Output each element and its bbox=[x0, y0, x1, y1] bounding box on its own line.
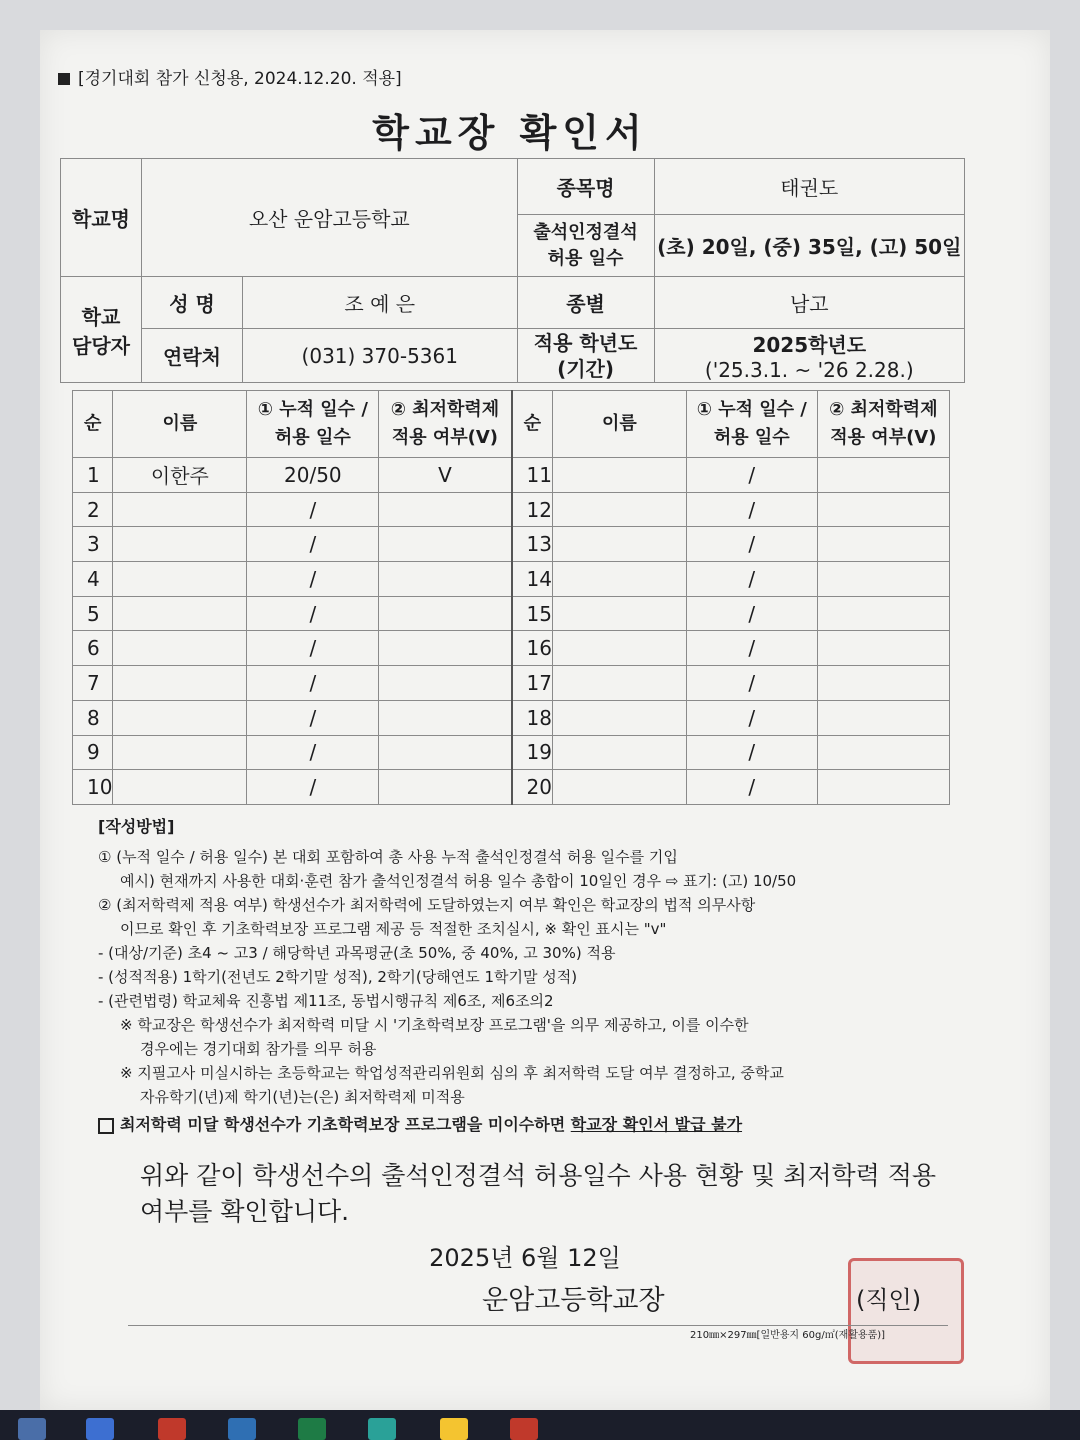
row-days: / bbox=[686, 458, 817, 493]
instruction-line: 경우에는 경기대회 참가를 의무 허용 bbox=[140, 1040, 377, 1058]
row-days: / bbox=[686, 666, 817, 701]
instruction-line: - (대상/기준) 초4 ~ 고3 / 해당학년 과목평균(초 50%, 중 40%, 고 30%) 적용 bbox=[98, 944, 616, 962]
app-icon[interactable] bbox=[158, 1418, 186, 1440]
seal-label: (직인) bbox=[856, 1286, 922, 1314]
row-number: 5 bbox=[73, 596, 113, 631]
row-name bbox=[553, 631, 687, 666]
row-check bbox=[379, 596, 512, 631]
row-days: 20/50 bbox=[247, 458, 379, 493]
instruction-line: ② (최저학력제 적용 여부) 학생선수가 최저학력에 도달하였는지 여부 확인은 학교장의 법적 의무사항 bbox=[98, 896, 756, 914]
row-name bbox=[113, 562, 247, 597]
row-days: / bbox=[247, 562, 379, 597]
name-label: 성 명 bbox=[142, 277, 243, 329]
row-check bbox=[379, 700, 512, 735]
row-check bbox=[817, 735, 949, 770]
issue-date: 2025년 6월 12일 bbox=[429, 1244, 621, 1272]
instruction-line: - (성적적용) 1학기(전년도 2학기말 성적), 2학기(당해연도 1학기말 성적) bbox=[98, 968, 578, 986]
grid-header-check: ② 최저학력제 적용 여부(V) bbox=[379, 391, 512, 458]
table-row bbox=[73, 770, 950, 805]
row-number: 19 bbox=[512, 735, 553, 770]
contact-label: 연락처 bbox=[142, 329, 243, 383]
row-check bbox=[817, 700, 949, 735]
browser-icon[interactable] bbox=[368, 1418, 396, 1440]
checkbox-square-icon bbox=[98, 1118, 114, 1134]
row-name bbox=[553, 770, 687, 805]
grid-header-row bbox=[73, 391, 950, 458]
instruction-line: 자유학기(년)제 학기(년)는(은) 최저학력제 미적용 bbox=[140, 1088, 465, 1106]
row-check bbox=[817, 527, 949, 562]
row-check bbox=[379, 527, 512, 562]
table-row bbox=[73, 631, 950, 666]
row-days: / bbox=[247, 666, 379, 701]
row-check bbox=[379, 666, 512, 701]
row-check bbox=[379, 492, 512, 527]
excel-icon[interactable] bbox=[298, 1418, 326, 1440]
row-check bbox=[817, 458, 949, 493]
row-days: / bbox=[686, 700, 817, 735]
row-days: / bbox=[247, 631, 379, 666]
grid-header-name: 이름 bbox=[113, 391, 247, 458]
row-days: / bbox=[686, 527, 817, 562]
grid-header-no-2: 순 bbox=[512, 391, 553, 458]
row-number: 12 bbox=[512, 492, 553, 527]
row-name bbox=[553, 492, 687, 527]
row-days: / bbox=[247, 735, 379, 770]
table-row bbox=[73, 596, 950, 631]
row-check bbox=[379, 562, 512, 597]
row-days: / bbox=[686, 562, 817, 597]
grid-header-check-2: ② 최저학력제 적용 여부(V) bbox=[817, 391, 949, 458]
row-name bbox=[553, 700, 687, 735]
table-row bbox=[73, 562, 950, 597]
row-days: / bbox=[686, 735, 817, 770]
row-name bbox=[553, 666, 687, 701]
warning-line bbox=[98, 1113, 958, 1137]
instruction-line: - (관련법령) 학교체육 진흥법 제11조, 동법시행규칙 제6조, 제6조의2 bbox=[98, 992, 554, 1010]
row-days: / bbox=[247, 527, 379, 562]
school-label: 학교명 bbox=[61, 159, 142, 277]
grid-header-no: 순 bbox=[73, 391, 113, 458]
confirmation-text: 위와 같이 학생선수의 출석인정결석 허용일수 사용 현황 및 최저학력 적용 여부를 확인합니다. bbox=[140, 1161, 937, 1226]
app-icon[interactable] bbox=[510, 1418, 538, 1440]
table-row bbox=[73, 527, 950, 562]
row-name bbox=[113, 596, 247, 631]
start-icon[interactable] bbox=[18, 1418, 46, 1440]
row-name bbox=[113, 700, 247, 735]
row-check bbox=[379, 770, 512, 805]
table-row bbox=[73, 735, 950, 770]
absence-label: 출석인정결석 허용 일수 bbox=[517, 215, 654, 277]
row-name bbox=[553, 596, 687, 631]
event-value: 태권도 bbox=[654, 159, 964, 215]
year-value: 2025학년도 bbox=[752, 333, 867, 357]
period-value: ('25.3.1. ~ '26 2.28.) bbox=[704, 358, 914, 382]
year-cell bbox=[654, 329, 964, 383]
row-number: 14 bbox=[512, 562, 553, 597]
row-days: / bbox=[247, 492, 379, 527]
row-check bbox=[817, 492, 949, 527]
row-name bbox=[113, 492, 247, 527]
row-number: 11 bbox=[512, 458, 553, 493]
row-name bbox=[113, 770, 247, 805]
instruction-line: 예시) 현재까지 사용한 대회·훈련 참가 출석인정결석 허용 일수 총합이 10일인 경우 ⇨ 표기: (고) 10/50 bbox=[120, 872, 797, 890]
row-days: / bbox=[686, 596, 817, 631]
row-name bbox=[113, 735, 247, 770]
instructions-title: [작성방법] bbox=[98, 817, 175, 836]
warning-emphasis: 학교장 확인서 발급 불가 bbox=[570, 1115, 743, 1134]
row-number: 9 bbox=[73, 735, 113, 770]
row-days: / bbox=[247, 700, 379, 735]
row-check bbox=[817, 770, 949, 805]
row-days: / bbox=[686, 492, 817, 527]
row-number: 18 bbox=[512, 700, 553, 735]
row-number: 3 bbox=[73, 527, 113, 562]
row-name: 이한주 bbox=[113, 458, 247, 493]
row-days: / bbox=[686, 631, 817, 666]
row-number: 10 bbox=[73, 770, 113, 805]
grid-body bbox=[73, 458, 950, 805]
row-name bbox=[113, 527, 247, 562]
event-label: 종목명 bbox=[517, 159, 654, 215]
gender-label: 종별 bbox=[517, 277, 654, 329]
table-row bbox=[73, 700, 950, 735]
row-check bbox=[817, 562, 949, 597]
row-check bbox=[379, 735, 512, 770]
kakaotalk-icon[interactable] bbox=[440, 1418, 468, 1440]
student-grid bbox=[72, 390, 950, 805]
row-check bbox=[817, 666, 949, 701]
row-number: 13 bbox=[512, 527, 553, 562]
row-number: 1 bbox=[73, 458, 113, 493]
app-icon[interactable] bbox=[228, 1418, 256, 1440]
school-value: 오산 운암고등학교 bbox=[142, 159, 518, 277]
row-name bbox=[553, 735, 687, 770]
row-days: / bbox=[686, 770, 817, 805]
row-number: 4 bbox=[73, 562, 113, 597]
row-number: 17 bbox=[512, 666, 553, 701]
row-number: 6 bbox=[73, 631, 113, 666]
row-name bbox=[113, 666, 247, 701]
row-number: 16 bbox=[512, 631, 553, 666]
grid-header-days: ① 누적 일수 / 허용 일수 bbox=[247, 391, 379, 458]
row-check bbox=[817, 631, 949, 666]
row-number: 8 bbox=[73, 700, 113, 735]
row-number: 20 bbox=[512, 770, 553, 805]
contact-value: (031) 370-5361 bbox=[243, 329, 518, 383]
row-number: 7 bbox=[73, 666, 113, 701]
instruction-line: 이므로 확인 후 기초학력보장 프로그램 제공 등 적절한 조치실시, ※ 확인 표시는 "v" bbox=[120, 920, 667, 938]
document-title: 학교장 확인서 bbox=[372, 111, 648, 155]
absence-value: (초) 20일, (중) 35일, (고) 50일 bbox=[654, 215, 964, 277]
name-value: 조 예 은 bbox=[243, 277, 518, 329]
square-bullet-icon bbox=[58, 73, 70, 85]
warning-text: 최저학력 미달 학생선수가 기초학력보장 프로그램을 미이수하면 bbox=[120, 1115, 571, 1134]
paper-spec: 210㎜×297㎜[일반용지 60g/㎡(재활용품)] bbox=[690, 1330, 886, 1341]
row-check: V bbox=[379, 458, 512, 493]
row-days: / bbox=[247, 770, 379, 805]
gender-value: 남고 bbox=[654, 277, 964, 329]
instruction-line: ① (누적 일수 / 허용 일수) 본 대회 포함하여 총 사용 누적 출석인정결석 허용 일수를 기입 bbox=[98, 848, 678, 866]
table-row bbox=[73, 492, 950, 527]
row-number: 2 bbox=[73, 492, 113, 527]
row-name bbox=[113, 631, 247, 666]
principal-title: 운암고등학교장 bbox=[482, 1285, 665, 1316]
grid-header-days-2: ① 누적 일수 / 허용 일수 bbox=[686, 391, 817, 458]
manager-label: 학교 담당자 bbox=[61, 277, 142, 383]
info-table bbox=[60, 158, 965, 383]
row-check bbox=[817, 596, 949, 631]
instruction-line: ※ 지필고사 미실시하는 초등학교는 학업성적관리위원회 심의 후 최저학력 도달 여부 결정하고, 중학교 bbox=[120, 1064, 784, 1082]
app-icon[interactable] bbox=[86, 1418, 114, 1440]
row-name bbox=[553, 527, 687, 562]
table-row bbox=[73, 666, 950, 701]
year-label: 적용 학년도 (기간) bbox=[517, 329, 654, 383]
row-name bbox=[553, 562, 687, 597]
windows-taskbar bbox=[0, 1410, 1080, 1440]
row-check bbox=[379, 631, 512, 666]
row-days: / bbox=[247, 596, 379, 631]
table-row bbox=[73, 458, 950, 493]
row-name bbox=[553, 458, 687, 493]
header-note bbox=[58, 64, 402, 89]
header-note-text: [경기대회 참가 신청용, 2024.12.20. 적용] bbox=[78, 69, 402, 89]
grid-header-name-2: 이름 bbox=[553, 391, 687, 458]
instruction-line: ※ 학교장은 학생선수가 최저학력 미달 시 '기초학력보장 프로그램'을 의무 제공하고, 이를 이수한 bbox=[120, 1016, 749, 1034]
instructions bbox=[98, 815, 958, 1137]
row-number: 15 bbox=[512, 596, 553, 631]
